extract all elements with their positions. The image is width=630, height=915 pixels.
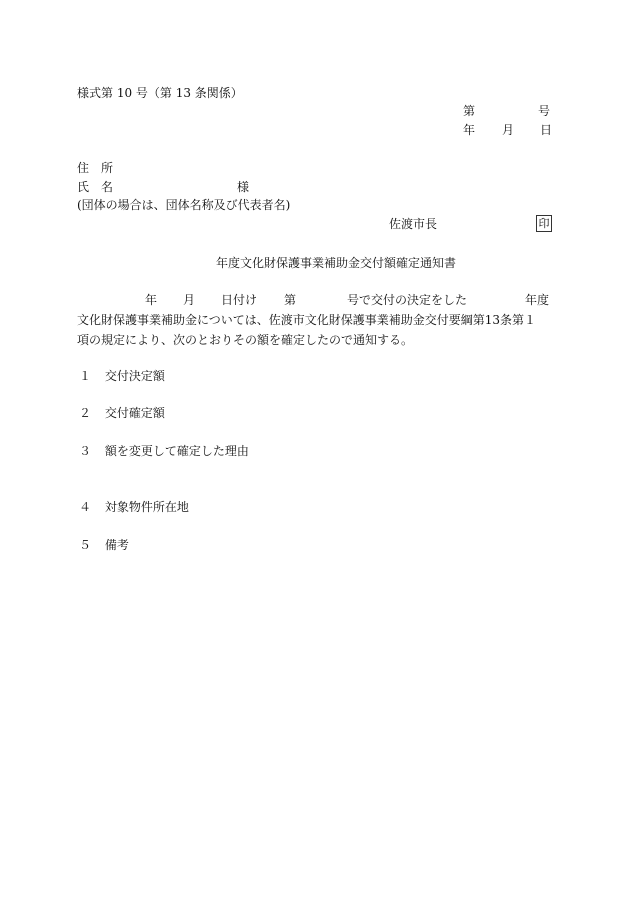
list-item [79,443,249,459]
name-label: 氏 名 [77,180,114,194]
doc-number-suffix: 号 [538,104,551,118]
item-number: ２ [79,406,92,420]
item-label: 対象物件所在地 [104,500,189,514]
date-month: 月 [502,123,515,137]
body-fiscal-year: 年度 [525,293,550,307]
honorific: 様 [237,180,250,194]
body-paragraph [77,290,550,350]
list-item [79,368,165,384]
body-date-suffix: 日付け [221,293,258,307]
item-label: 交付決定額 [104,369,165,383]
seal-mark: 印 [536,215,552,232]
item-label: 額を変更して確定した理由 [104,444,249,458]
form-number: 様式第 10 号（第 13 条関係） [77,86,243,100]
item-label: 備考 [104,538,129,552]
date-day: 日 [540,123,553,137]
document-title: 年度文化財保護事業補助金交付額確定通知書 [216,256,457,270]
doc-number-prefix: 第 [463,104,476,118]
item-number: ３ [79,444,92,458]
date-year: 年 [463,123,476,137]
body-year: 年 [145,293,158,307]
body-number-prefix: 第 [284,293,297,307]
body-month: 月 [183,293,196,307]
body-line-2: 文化財保護事業補助金については、佐渡市文化財保護事業補助金交付要綱第13条第１ [77,313,537,327]
item-number: ４ [79,500,92,514]
list-item [79,537,129,553]
address-label: 住 所 [77,161,114,175]
group-note: (団体の場合は、団体名称及び代表者名) [77,198,291,212]
item-number: １ [79,369,92,383]
list-item [79,499,189,515]
issuer-title: 佐渡市長 [389,217,438,231]
body-clause: 号で交付の決定をした [347,293,468,307]
item-label: 交付確定額 [104,406,165,420]
item-number: ５ [79,538,92,552]
body-line-3: 項の規定により、次のとおりその額を確定したので通知する。 [77,333,414,347]
body-line-1 [77,290,550,310]
list-item [79,405,165,421]
